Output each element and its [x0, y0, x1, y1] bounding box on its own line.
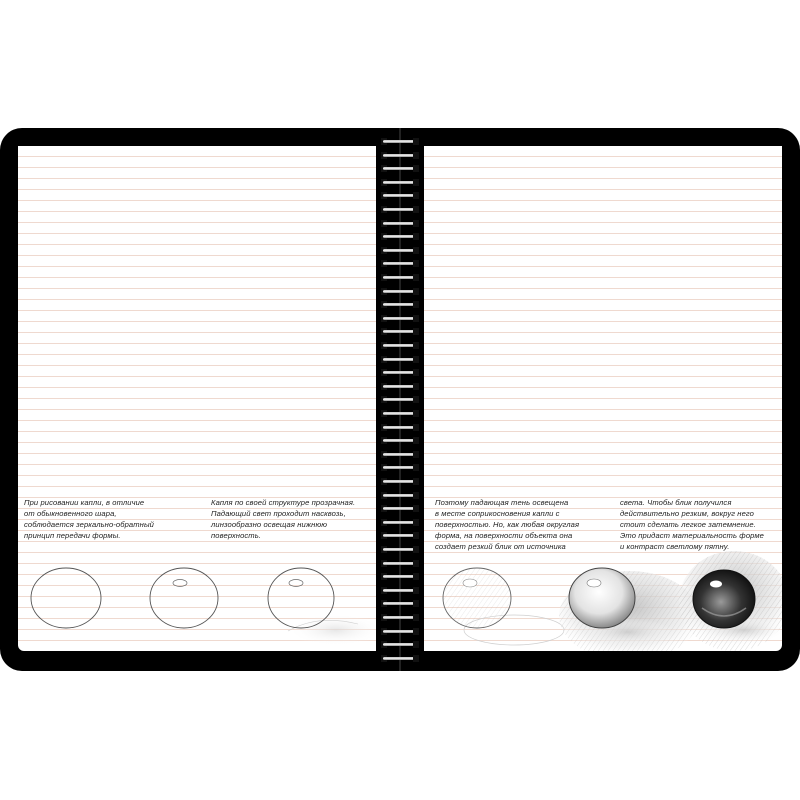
- text-line: от обыкновенного шара,: [24, 509, 117, 518]
- spiral-coil: [381, 369, 419, 376]
- spiral-coil: [381, 505, 419, 512]
- text-line: Поэтому падающая тень освещена: [435, 498, 569, 507]
- text-line: стоит сделать легкое затемнение.: [620, 520, 756, 529]
- spiral-coil: [381, 546, 419, 553]
- text-line: и контраст светлому пятну.: [620, 542, 730, 551]
- spiral-coil: [381, 641, 419, 648]
- text-line: в месте соприкосновения капли с: [435, 509, 560, 518]
- spiral-coil: [381, 315, 419, 322]
- spiral-coil: [381, 600, 419, 607]
- spiral-coil: [381, 288, 419, 295]
- spiral-coil: [381, 478, 419, 485]
- drop-sketches-left: [18, 146, 376, 651]
- spiral-coil: [381, 179, 419, 186]
- text-line: принцип передачи формы.: [24, 531, 121, 540]
- text-line: Капля по своей структуре прозрачная.: [211, 498, 356, 507]
- spiral-coil: [381, 165, 419, 172]
- text-line: соблюдается зеркально-обратный: [24, 520, 154, 529]
- spiral-coil: [381, 260, 419, 267]
- spiral-coil: [381, 301, 419, 308]
- spiral-coil: [381, 628, 419, 635]
- spiral-coil: [381, 383, 419, 390]
- text-line: света. Чтобы блик получился: [620, 498, 732, 507]
- drop-sketches-right: [424, 146, 782, 651]
- spiral-coil: [381, 614, 419, 621]
- text-line: При рисовании капли, в отличие: [24, 498, 145, 507]
- spiral-coil: [381, 573, 419, 580]
- spiral-binding: [376, 128, 424, 671]
- spiral-coil: [381, 519, 419, 526]
- spiral-coil: [381, 464, 419, 471]
- text-line: форма, на поверхности объекта она: [435, 531, 573, 540]
- spiral-coil: [381, 206, 419, 213]
- spiral-coil: [381, 492, 419, 499]
- spiral-coil: [381, 560, 419, 567]
- spiral-coil: [381, 152, 419, 159]
- spiral-coil: [381, 138, 419, 145]
- spiral-coil: [381, 655, 419, 662]
- left-page: [18, 146, 376, 651]
- text-line: действительно резким, вокруг него: [620, 509, 754, 518]
- spiral-coil: [381, 437, 419, 444]
- right-page: [424, 146, 782, 651]
- drop-step-1: [31, 568, 101, 628]
- spiral-coil: [381, 233, 419, 240]
- spiral-coil: [381, 356, 419, 363]
- drop-step-2: [150, 568, 218, 628]
- spiral-coil: [381, 192, 419, 199]
- text-line: поверхность.: [211, 531, 262, 540]
- text-line: линзообразно освещая нижнюю: [211, 520, 328, 529]
- spiral-coil: [381, 342, 419, 349]
- spiral-coil: [381, 274, 419, 281]
- spiral-coil: [381, 396, 419, 403]
- text-line: поверхностью. Но, как любая округлая: [435, 520, 580, 529]
- spiral-coil: [381, 220, 419, 227]
- spiral-coil: [381, 328, 419, 335]
- spiral-coil: [381, 247, 419, 254]
- text-line: Это придаст материальность форме: [620, 531, 765, 540]
- spiral-coil: [381, 451, 419, 458]
- spiral-coil: [381, 410, 419, 417]
- open-notebook: [0, 128, 800, 671]
- drop-step-5: [559, 568, 699, 651]
- drop-step-4: [443, 568, 564, 645]
- spiral-coil: [381, 532, 419, 539]
- drop-step-3: [268, 568, 376, 646]
- text-line: создает резкий блик от источника: [435, 542, 566, 551]
- spiral-coil: [381, 424, 419, 431]
- spiral-coil: [381, 587, 419, 594]
- text-line: Падающий свет проходит насквозь,: [211, 509, 346, 518]
- drop-step-6: [679, 551, 782, 651]
